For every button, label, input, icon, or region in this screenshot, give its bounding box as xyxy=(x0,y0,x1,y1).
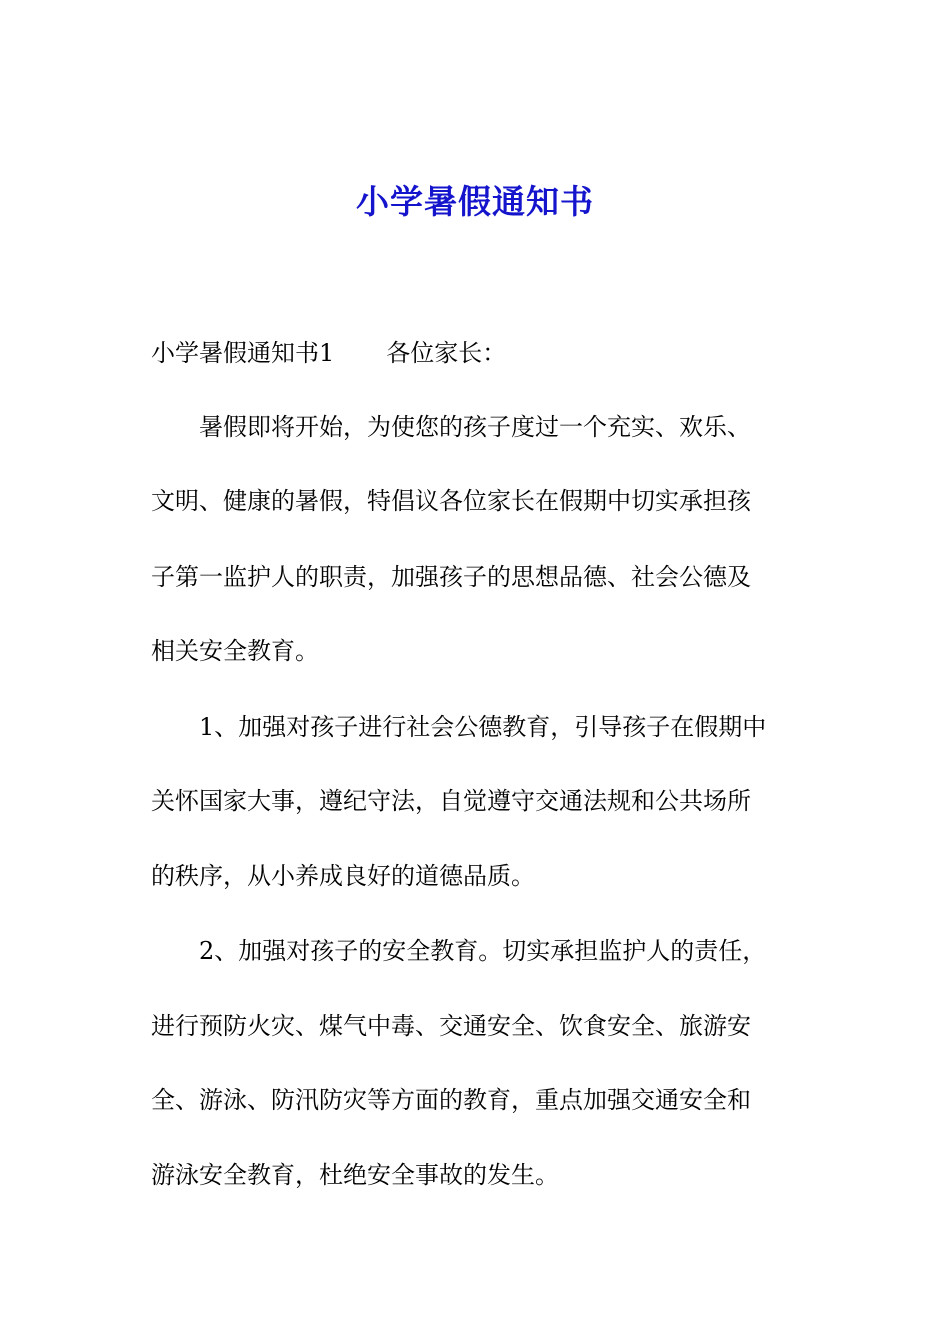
paragraph-item2-line: 游泳安全教育，杜绝安全事故的发生。 xyxy=(151,1161,559,1189)
salutation: 各位家长： xyxy=(386,339,507,367)
paragraph-item1-line: 关怀国家大事，遵纪守法，自觉遵守交通法规和公共场所 xyxy=(151,787,751,815)
paragraph-intro-line: 子第一监护人的职责，加强孩子的思想品德、社会公德及 xyxy=(151,563,751,591)
notice-number: 小学暑假通知书1 xyxy=(151,339,335,367)
paragraph-intro-line: 文明、健康的暑假，特倡议各位家长在假期中切实承担孩 xyxy=(151,487,751,515)
paragraph-intro-line: 相关安全教育。 xyxy=(151,637,319,665)
paragraph-item2-line: 2、加强对孩子的安全教育。切实承担监护人的责任， xyxy=(199,937,767,965)
paragraph-item2-line: 进行预防火灾、煤气中毒、交通安全、饮食安全、旅游安 xyxy=(151,1012,751,1040)
paragraph-item1-line: 的秩序，从小养成良好的道德品质。 xyxy=(151,862,535,890)
heading-line xyxy=(151,337,811,369)
paragraph-item1-line: 1、加强对孩子进行社会公德教育，引导孩子在假期中 xyxy=(199,713,767,741)
document-title: 小学暑假通知书 xyxy=(356,182,594,221)
paragraph-intro-line: 暑假即将开始，为使您的孩子度过一个充实、欢乐、 xyxy=(199,413,751,441)
paragraph-item2-line: 全、游泳、防汛防灾等方面的教育，重点加强交通安全和 xyxy=(151,1086,751,1114)
